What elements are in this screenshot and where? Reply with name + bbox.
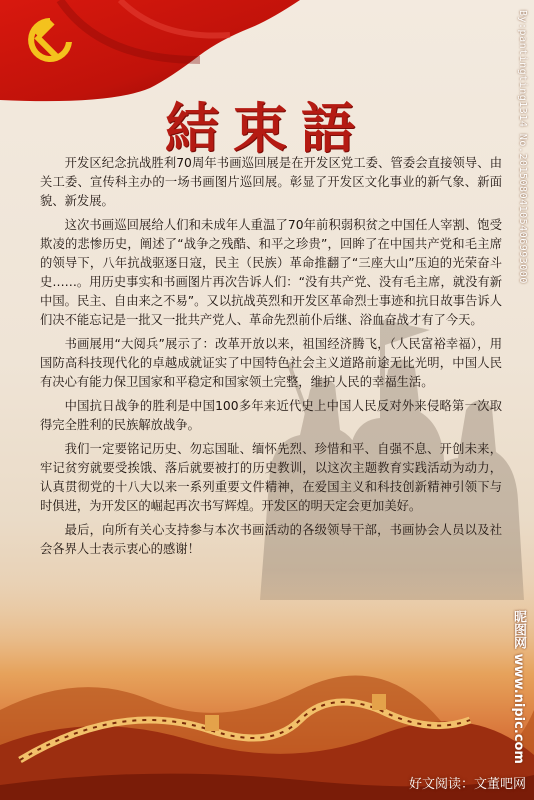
hammer-sickle-icon: [20, 12, 80, 72]
page-title: 結束語: [165, 96, 369, 160]
paragraph: 中国抗日战争的胜利是中国100多年来近代史上中国人民反对外来侵略第一次取得完全胜利的民族解放战争。: [40, 399, 502, 432]
image-id-watermark: By:pantingting1314 No.20150804105406993000: [517, 10, 528, 284]
site-watermark: 昵图网 www.nipic.com: [511, 610, 526, 764]
paragraph: 最后，向所有关心支持参与本次书画活动的各级领导干部，书画协会人员以及社会各界人士表示衷心的感谢！: [40, 523, 502, 556]
great-wall-image: [0, 570, 534, 800]
closing-remarks-text: [40, 154, 502, 564]
footer-watermark: 好文阅读：文董吧网: [408, 777, 526, 792]
paragraph: 开发区纪念抗战胜利70周年书画巡回展是在开发区党工委、管委会直接领导、由关工委、宣传科主办的一场书画图片巡回展。彰显了开发区文化事业的新气象、新面貌、新发展。: [40, 156, 502, 208]
paragraph: 我们一定要铭记历史、勿忘国耻、缅怀先烈、珍惜和平、自强不息、开创未来，牢记贫穷就要受挨饿、落后就要被打的历史教训，以这次主题教育实践活动为动力，认真贯彻党的十八大以来一系列重要文件精神，在爱国主义和科技创新精神引领下与时俱进，为开发区的崛起再次书写辉煌。开发区的明天定会更加美好。: [40, 442, 502, 513]
paragraph: 书画展用“大阅兵”展示了：改革开放以来，祖国经济腾飞，（人民富裕幸福），用国防高科技现代化的卓越成就证实了中国特色社会主义道路前途无比光明，中国人民有决心有能力保卫国家和平稳定和国家领土完整，维护人民的幸福生活。: [40, 337, 502, 389]
paragraph: 这次书画巡回展给人们和未成年人重温了70年前积弱积贫之中国任人宰割、饱受欺凌的悲惨历史，阐述了“战争之残酷、和平之珍贵”，回眸了在中国共产党和毛主席的领导下，八年抗战驱逐日寇，民主（民族）革命推翻了“三座大山”压迫的光荣奋斗史……。用历史事实和书画图片再次告诉人们：“没有共产党、没有毛主席，就没有新中国。民主、自由来之不易”。又以抗战英烈和开发区革命烈士事迹和抗日故事告诉人们决不能忘记是一批又一批共产党人、革命先烈前仆后继、浴血奋战才有了今天。: [40, 218, 502, 327]
